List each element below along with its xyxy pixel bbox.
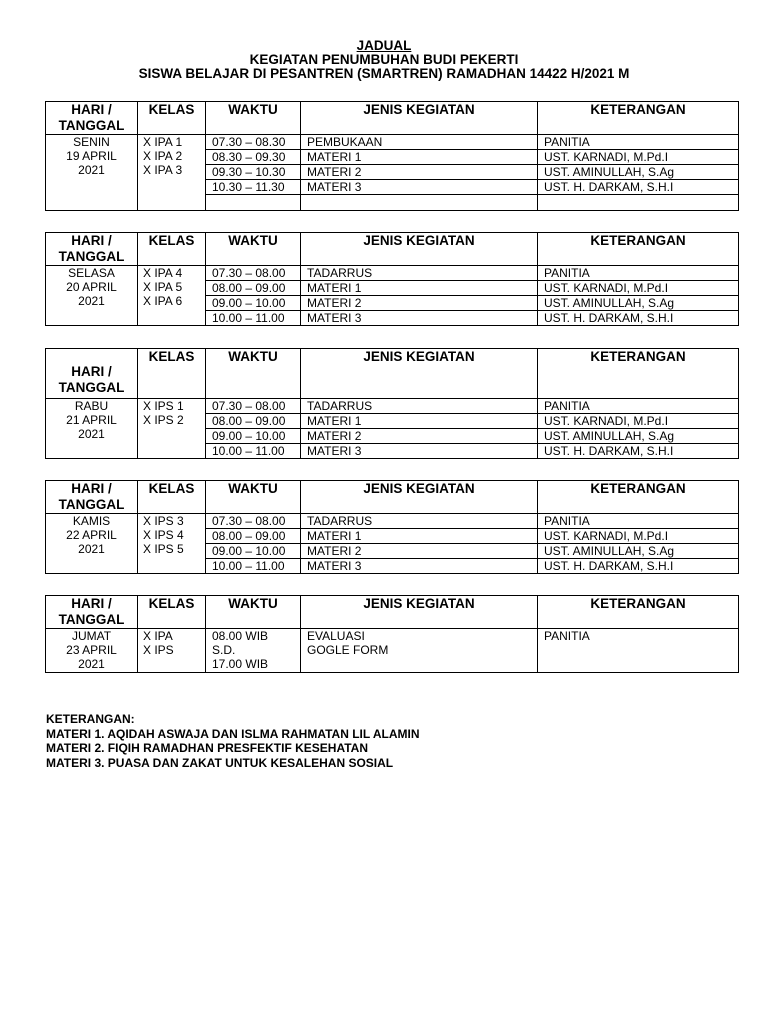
header-jenis-kegiatan: JENIS KEGIATAN [301,349,538,399]
day-cell: KAMIS 22 APRIL 2021 [46,514,138,574]
header-row [46,102,739,135]
waktu-cell: 10.30 – 11.30 [206,180,301,195]
header-row [46,481,739,514]
jenis-cell [301,195,538,211]
jenis-cell: MATERI 3 [301,559,538,574]
waktu-cell: 09.00 – 10.00 [206,544,301,559]
waktu-cell: 07.30 – 08.00 [206,514,301,529]
waktu-cell: 08.00 – 09.00 [206,414,301,429]
header-hari-tanggal: HARI / TANGGAL [46,102,138,135]
header-waktu: WAKTU [206,596,301,629]
jenis-cell: MATERI 2 [301,165,538,180]
day-cell: SENIN 19 APRIL 2021 [46,135,138,211]
day-cell: RABU 21 APRIL 2021 [46,399,138,459]
header-keterangan: KETERANGAN [538,349,739,399]
waktu-cell: 07.30 – 08.00 [206,266,301,281]
waktu-cell: 09.30 – 10.30 [206,165,301,180]
jenis-cell: MATERI 2 [301,544,538,559]
header-hari-tanggal: HARI / TANGGAL [46,481,138,514]
jenis-cell: PEMBUKAAN [301,135,538,150]
keterangan-cell: UST. KARNADI, M.Pd.I [538,529,739,544]
header-waktu: WAKTU [206,349,301,399]
header-jenis-kegiatan: JENIS KEGIATAN [301,481,538,514]
header-waktu: WAKTU [206,102,301,135]
jenis-cell: MATERI 3 [301,180,538,195]
schedule-table-jumat [45,595,739,673]
schedule-table-senin [45,101,739,211]
kelas-cell: X IPS 1 X IPS 2 [138,399,206,459]
keterangan-cell: PANITIA [538,266,739,281]
header-jenis-kegiatan: JENIS KEGIATAN [301,233,538,266]
header-kelas: KELAS [138,596,206,629]
waktu-cell: 10.00 – 11.00 [206,311,301,326]
header-keterangan: KETERANGAN [538,596,739,629]
header-kelas: KELAS [138,349,206,399]
keterangan-cell: UST. KARNADI, M.Pd.I [538,414,739,429]
header-row [46,349,739,399]
table-row [46,514,739,529]
doc-subtitle: KEGIATAN PENUMBUHAN BUDI PEKERTI [249,52,519,67]
header-kelas: KELAS [138,102,206,135]
kelas-cell: X IPA 4 X IPA 5 X IPA 6 [138,266,206,326]
notes-heading: KETERANGAN: [46,712,135,726]
jenis-cell: EVALUASI GOGLE FORM [301,629,538,673]
header-row [46,596,739,629]
header-kelas: KELAS [138,233,206,266]
keterangan-cell: UST. H. DARKAM, S.H.I [538,311,739,326]
keterangan-cell: UST. KARNADI, M.Pd.I [538,150,739,165]
waktu-cell [206,195,301,211]
keterangan-cell: PANITIA [538,514,739,529]
keterangan-cell: UST. AMINULLAH, S.Ag [538,165,739,180]
keterangan-cell: UST. AMINULLAH, S.Ag [538,544,739,559]
kelas-cell: X IPA X IPS [138,629,206,673]
header-waktu: WAKTU [206,481,301,514]
jenis-cell: MATERI 1 [301,281,538,296]
table-row [46,266,739,281]
doc-title: JADUAL [356,38,412,53]
schedule-table-kamis [45,480,739,574]
waktu-cell: 09.00 – 10.00 [206,296,301,311]
jenis-cell: MATERI 1 [301,414,538,429]
jenis-cell: MATERI 3 [301,311,538,326]
header-waktu: WAKTU [206,233,301,266]
header-hari-tanggal: HARI / TANGGAL [46,233,138,266]
waktu-cell: 10.00 – 11.00 [206,444,301,459]
table-row [46,629,739,673]
keterangan-cell: UST. H. DARKAM, S.H.I [538,559,739,574]
header-jenis-kegiatan: JENIS KEGIATAN [301,102,538,135]
notes-item: MATERI 3. PUASA DAN ZAKAT UNTUK KESALEHAN SOSIAL [46,755,394,770]
jenis-cell: TADARRUS [301,266,538,281]
waktu-cell: 10.00 – 11.00 [206,559,301,574]
header-keterangan: KETERANGAN [538,102,739,135]
jenis-cell: TADARRUS [301,514,538,529]
doc-subtitle-2: SISWA BELAJAR DI PESANTREN (SMARTREN) RAMADHAN 14422 H/2021 M [138,66,630,81]
kelas-cell: X IPS 3 X IPS 4 X IPS 5 [138,514,206,574]
keterangan-cell: UST. AMINULLAH, S.Ag [538,429,739,444]
header-hari-tanggal: HARI / TANGGAL [46,596,138,629]
jenis-cell: MATERI 1 [301,529,538,544]
waktu-cell: 07.30 – 08.00 [206,399,301,414]
keterangan-cell: PANITIA [538,399,739,414]
jenis-cell: TADARRUS [301,399,538,414]
schedule-table-rabu [45,348,739,459]
keterangan-cell: UST. KARNADI, M.Pd.I [538,281,739,296]
waktu-cell: 08.30 – 09.30 [206,150,301,165]
day-cell: SELASA 20 APRIL 2021 [46,266,138,326]
header-jenis-kegiatan: JENIS KEGIATAN [301,596,538,629]
header-row [46,233,739,266]
jenis-cell: MATERI 2 [301,429,538,444]
waktu-cell: 08.00 – 09.00 [206,529,301,544]
keterangan-cell: UST. H. DARKAM, S.H.I [538,444,739,459]
header-kelas: KELAS [138,481,206,514]
waktu-cell: 08.00 – 09.00 [206,281,301,296]
jenis-cell: MATERI 2 [301,296,538,311]
keterangan-cell: PANITIA [538,629,739,673]
header-hari-tanggal: HARI / TANGGAL [46,349,138,399]
jenis-cell: MATERI 1 [301,150,538,165]
table-row [46,399,739,414]
header-keterangan: KETERANGAN [538,481,739,514]
waktu-cell: 07.30 – 08.30 [206,135,301,150]
waktu-cell: 09.00 – 10.00 [206,429,301,444]
notes-section [46,712,420,770]
jenis-cell: MATERI 3 [301,444,538,459]
schedule-table-selasa [45,232,739,326]
keterangan-cell: UST. AMINULLAH, S.Ag [538,296,739,311]
keterangan-cell: PANITIA [538,135,739,150]
waktu-cell: 08.00 WIB S.D. 17.00 WIB [206,629,301,673]
header-keterangan: KETERANGAN [538,233,739,266]
notes-item: MATERI 2. FIQIH RAMADHAN PRESFEKTIF KESEHATAN [46,741,369,755]
table-row [46,135,739,150]
keterangan-cell: UST. H. DARKAM, S.H.I [538,180,739,195]
keterangan-cell [538,195,739,211]
kelas-cell: X IPA 1 X IPA 2 X IPA 3 [138,135,206,211]
notes-item: MATERI 1. AQIDAH ASWAJA DAN ISLMA RAHMATAN LIL ALAMIN [46,726,420,741]
day-cell: JUMAT 23 APRIL 2021 [46,629,138,673]
